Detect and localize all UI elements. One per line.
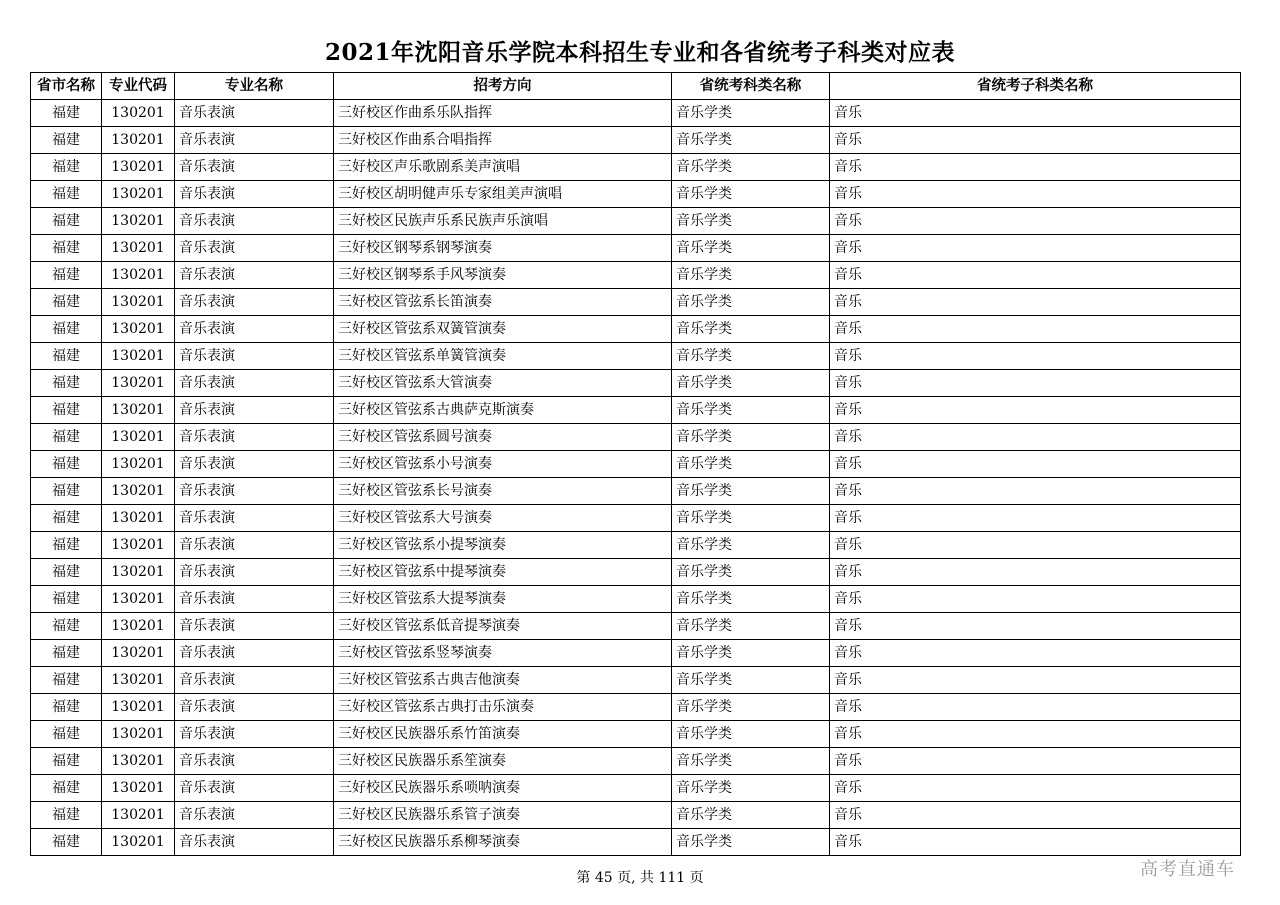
- category-cell: 音乐学类: [672, 208, 830, 235]
- direction-cell: 三好校区作曲系合唱指挥: [334, 127, 672, 154]
- major-code-cell: 130201: [102, 559, 175, 586]
- direction-cell: 三好校区管弦系长笛演奏: [334, 289, 672, 316]
- province-cell: 福建: [31, 505, 102, 532]
- category-cell: 音乐学类: [672, 397, 830, 424]
- direction-cell: 三好校区管弦系中提琴演奏: [334, 559, 672, 586]
- major-name-cell: 音乐表演: [175, 694, 334, 721]
- major-code-cell: 130201: [102, 802, 175, 829]
- direction-cell: 三好校区管弦系大管演奏: [334, 370, 672, 397]
- major-code-cell: 130201: [102, 154, 175, 181]
- major-name-cell: 音乐表演: [175, 802, 334, 829]
- table-row: [31, 451, 1241, 478]
- province-cell: 福建: [31, 100, 102, 127]
- province-cell: 福建: [31, 424, 102, 451]
- subcategory-cell: 音乐: [830, 829, 1241, 856]
- subcategory-cell: 音乐: [830, 667, 1241, 694]
- major-code-cell: 130201: [102, 235, 175, 262]
- province-cell: 福建: [31, 478, 102, 505]
- category-cell: 音乐学类: [672, 586, 830, 613]
- subcategory-cell: 音乐: [830, 370, 1241, 397]
- category-cell: 音乐学类: [672, 370, 830, 397]
- major-name-cell: 音乐表演: [175, 316, 334, 343]
- table-row: [31, 154, 1241, 181]
- table-row: [31, 181, 1241, 208]
- major-code-cell: 130201: [102, 262, 175, 289]
- category-cell: 音乐学类: [672, 127, 830, 154]
- subcategory-cell: 音乐: [830, 505, 1241, 532]
- category-cell: 音乐学类: [672, 451, 830, 478]
- category-cell: 音乐学类: [672, 721, 830, 748]
- table-row: [31, 127, 1241, 154]
- major-code-cell: 130201: [102, 343, 175, 370]
- province-cell: 福建: [31, 262, 102, 289]
- province-cell: 福建: [31, 289, 102, 316]
- subcategory-cell: 音乐: [830, 451, 1241, 478]
- major-name-cell: 音乐表演: [175, 478, 334, 505]
- major-code-cell: 130201: [102, 775, 175, 802]
- major-code-cell: 130201: [102, 451, 175, 478]
- subcategory-cell: 音乐: [830, 586, 1241, 613]
- province-cell: 福建: [31, 802, 102, 829]
- province-cell: 福建: [31, 748, 102, 775]
- major-code-cell: 130201: [102, 208, 175, 235]
- major-name-cell: 音乐表演: [175, 181, 334, 208]
- category-cell: 音乐学类: [672, 478, 830, 505]
- direction-cell: 三好校区民族器乐系柳琴演奏: [334, 829, 672, 856]
- category-cell: 音乐学类: [672, 181, 830, 208]
- major-name-cell: 音乐表演: [175, 235, 334, 262]
- header-category: 省统考科类名称: [672, 73, 830, 100]
- direction-cell: 三好校区民族声乐系民族声乐演唱: [334, 208, 672, 235]
- category-cell: 音乐学类: [672, 559, 830, 586]
- major-name-cell: 音乐表演: [175, 640, 334, 667]
- table-row: [31, 667, 1241, 694]
- subcategory-cell: 音乐: [830, 424, 1241, 451]
- major-name-cell: 音乐表演: [175, 424, 334, 451]
- major-code-cell: 130201: [102, 532, 175, 559]
- major-code-cell: 130201: [102, 640, 175, 667]
- table-row: [31, 829, 1241, 856]
- direction-cell: 三好校区钢琴系钢琴演奏: [334, 235, 672, 262]
- subcategory-cell: 音乐: [830, 397, 1241, 424]
- table-row: [31, 100, 1241, 127]
- category-cell: 音乐学类: [672, 343, 830, 370]
- table-row: [31, 316, 1241, 343]
- category-cell: 音乐学类: [672, 640, 830, 667]
- major-name-cell: 音乐表演: [175, 397, 334, 424]
- table-row: [31, 721, 1241, 748]
- major-code-cell: 130201: [102, 289, 175, 316]
- province-cell: 福建: [31, 343, 102, 370]
- page-footer: 第 45 页, 共 111 页: [576, 870, 704, 886]
- table-row: [31, 343, 1241, 370]
- major-name-cell: 音乐表演: [175, 775, 334, 802]
- direction-cell: 三好校区管弦系圆号演奏: [334, 424, 672, 451]
- major-code-cell: 130201: [102, 829, 175, 856]
- major-code-cell: 130201: [102, 667, 175, 694]
- table-row: [31, 370, 1241, 397]
- major-code-cell: 130201: [102, 613, 175, 640]
- direction-cell: 三好校区钢琴系手风琴演奏: [334, 262, 672, 289]
- header-subcategory: 省统考子科类名称: [830, 73, 1241, 100]
- major-code-cell: 130201: [102, 505, 175, 532]
- table-row: [31, 424, 1241, 451]
- province-cell: 福建: [31, 559, 102, 586]
- direction-cell: 三好校区管弦系古典吉他演奏: [334, 667, 672, 694]
- subcategory-cell: 音乐: [830, 694, 1241, 721]
- subcategory-cell: 音乐: [830, 316, 1241, 343]
- table-row: [31, 208, 1241, 235]
- subcategory-cell: 音乐: [830, 262, 1241, 289]
- category-cell: 音乐学类: [672, 748, 830, 775]
- subcategory-cell: 音乐: [830, 127, 1241, 154]
- category-cell: 音乐学类: [672, 289, 830, 316]
- category-cell: 音乐学类: [672, 424, 830, 451]
- province-cell: 福建: [31, 829, 102, 856]
- province-cell: 福建: [31, 154, 102, 181]
- subcategory-cell: 音乐: [830, 478, 1241, 505]
- major-code-cell: 130201: [102, 586, 175, 613]
- direction-cell: 三好校区胡明健声乐专家组美声演唱: [334, 181, 672, 208]
- major-code-cell: 130201: [102, 478, 175, 505]
- table-row: [31, 505, 1241, 532]
- major-name-cell: 音乐表演: [175, 586, 334, 613]
- province-cell: 福建: [31, 640, 102, 667]
- major-name-cell: 音乐表演: [175, 208, 334, 235]
- table-body: [31, 100, 1241, 856]
- major-code-cell: 130201: [102, 424, 175, 451]
- table-row: [31, 586, 1241, 613]
- subcategory-cell: 音乐: [830, 559, 1241, 586]
- category-cell: 音乐学类: [672, 316, 830, 343]
- table-row: [31, 478, 1241, 505]
- category-cell: 音乐学类: [672, 262, 830, 289]
- major-name-cell: 音乐表演: [175, 505, 334, 532]
- subcategory-cell: 音乐: [830, 721, 1241, 748]
- province-cell: 福建: [31, 775, 102, 802]
- direction-cell: 三好校区作曲系乐队指挥: [334, 100, 672, 127]
- major-name-cell: 音乐表演: [175, 829, 334, 856]
- province-cell: 福建: [31, 667, 102, 694]
- subcategory-cell: 音乐: [830, 208, 1241, 235]
- direction-cell: 三好校区管弦系长号演奏: [334, 478, 672, 505]
- table-row: [31, 532, 1241, 559]
- direction-cell: 三好校区声乐歌剧系美声演唱: [334, 154, 672, 181]
- subcategory-cell: 音乐: [830, 100, 1241, 127]
- direction-cell: 三好校区管弦系古典萨克斯演奏: [334, 397, 672, 424]
- watermark: 高考直通车: [1140, 859, 1235, 880]
- major-name-cell: 音乐表演: [175, 289, 334, 316]
- table-row: [31, 640, 1241, 667]
- subcategory-cell: 音乐: [830, 289, 1241, 316]
- major-code-cell: 130201: [102, 370, 175, 397]
- table-row: [31, 289, 1241, 316]
- major-code-cell: 130201: [102, 127, 175, 154]
- major-name-cell: 音乐表演: [175, 748, 334, 775]
- subcategory-cell: 音乐: [830, 748, 1241, 775]
- province-cell: 福建: [31, 397, 102, 424]
- major-code-cell: 130201: [102, 181, 175, 208]
- category-cell: 音乐学类: [672, 100, 830, 127]
- category-cell: 音乐学类: [672, 532, 830, 559]
- province-cell: 福建: [31, 316, 102, 343]
- province-cell: 福建: [31, 127, 102, 154]
- province-cell: 福建: [31, 613, 102, 640]
- table-row: [31, 748, 1241, 775]
- major-code-cell: 130201: [102, 397, 175, 424]
- subcategory-cell: 音乐: [830, 181, 1241, 208]
- direction-cell: 三好校区管弦系竖琴演奏: [334, 640, 672, 667]
- subcategory-cell: 音乐: [830, 613, 1241, 640]
- major-name-cell: 音乐表演: [175, 343, 334, 370]
- direction-cell: 三好校区民族器乐系管子演奏: [334, 802, 672, 829]
- province-cell: 福建: [31, 451, 102, 478]
- direction-cell: 三好校区民族器乐系笙演奏: [334, 748, 672, 775]
- category-cell: 音乐学类: [672, 694, 830, 721]
- major-code-cell: 130201: [102, 100, 175, 127]
- subcategory-cell: 音乐: [830, 154, 1241, 181]
- table-row: [31, 262, 1241, 289]
- category-cell: 音乐学类: [672, 505, 830, 532]
- major-code-cell: 130201: [102, 316, 175, 343]
- major-name-cell: 音乐表演: [175, 100, 334, 127]
- header-province: 省市名称: [31, 73, 102, 100]
- category-cell: 音乐学类: [672, 802, 830, 829]
- table-row: [31, 802, 1241, 829]
- province-cell: 福建: [31, 532, 102, 559]
- header-direction: 招考方向: [334, 73, 672, 100]
- major-name-cell: 音乐表演: [175, 667, 334, 694]
- major-name-cell: 音乐表演: [175, 721, 334, 748]
- mapping-table: [30, 72, 1241, 856]
- province-cell: 福建: [31, 721, 102, 748]
- province-cell: 福建: [31, 370, 102, 397]
- subcategory-cell: 音乐: [830, 802, 1241, 829]
- major-name-cell: 音乐表演: [175, 559, 334, 586]
- province-cell: 福建: [31, 208, 102, 235]
- direction-cell: 三好校区管弦系单簧管演奏: [334, 343, 672, 370]
- header-major-code: 专业代码: [102, 73, 175, 100]
- direction-cell: 三好校区管弦系小提琴演奏: [334, 532, 672, 559]
- subcategory-cell: 音乐: [830, 235, 1241, 262]
- major-name-cell: 音乐表演: [175, 154, 334, 181]
- direction-cell: 三好校区管弦系大号演奏: [334, 505, 672, 532]
- direction-cell: 三好校区民族器乐系唢呐演奏: [334, 775, 672, 802]
- major-name-cell: 音乐表演: [175, 370, 334, 397]
- category-cell: 音乐学类: [672, 829, 830, 856]
- table-row: [31, 397, 1241, 424]
- table-row: [31, 775, 1241, 802]
- direction-cell: 三好校区民族器乐系竹笛演奏: [334, 721, 672, 748]
- table-row: [31, 235, 1241, 262]
- table-row: [31, 559, 1241, 586]
- table-header-row: [31, 73, 1241, 100]
- major-code-cell: 130201: [102, 694, 175, 721]
- province-cell: 福建: [31, 586, 102, 613]
- major-name-cell: 音乐表演: [175, 127, 334, 154]
- major-name-cell: 音乐表演: [175, 451, 334, 478]
- major-name-cell: 音乐表演: [175, 262, 334, 289]
- document-title: 2021年沈阳音乐学院本科招生专业和各省统考子科类对应表: [324, 39, 955, 66]
- subcategory-cell: 音乐: [830, 532, 1241, 559]
- table-row: [31, 613, 1241, 640]
- subcategory-cell: 音乐: [830, 640, 1241, 667]
- category-cell: 音乐学类: [672, 613, 830, 640]
- province-cell: 福建: [31, 694, 102, 721]
- major-name-cell: 音乐表演: [175, 532, 334, 559]
- subcategory-cell: 音乐: [830, 775, 1241, 802]
- category-cell: 音乐学类: [672, 154, 830, 181]
- major-code-cell: 130201: [102, 721, 175, 748]
- province-cell: 福建: [31, 181, 102, 208]
- direction-cell: 三好校区管弦系古典打击乐演奏: [334, 694, 672, 721]
- category-cell: 音乐学类: [672, 235, 830, 262]
- direction-cell: 三好校区管弦系低音提琴演奏: [334, 613, 672, 640]
- category-cell: 音乐学类: [672, 667, 830, 694]
- province-cell: 福建: [31, 235, 102, 262]
- direction-cell: 三好校区管弦系双簧管演奏: [334, 316, 672, 343]
- category-cell: 音乐学类: [672, 775, 830, 802]
- direction-cell: 三好校区管弦系小号演奏: [334, 451, 672, 478]
- major-name-cell: 音乐表演: [175, 613, 334, 640]
- direction-cell: 三好校区管弦系大提琴演奏: [334, 586, 672, 613]
- major-code-cell: 130201: [102, 748, 175, 775]
- header-major-name: 专业名称: [175, 73, 334, 100]
- table-row: [31, 694, 1241, 721]
- subcategory-cell: 音乐: [830, 343, 1241, 370]
